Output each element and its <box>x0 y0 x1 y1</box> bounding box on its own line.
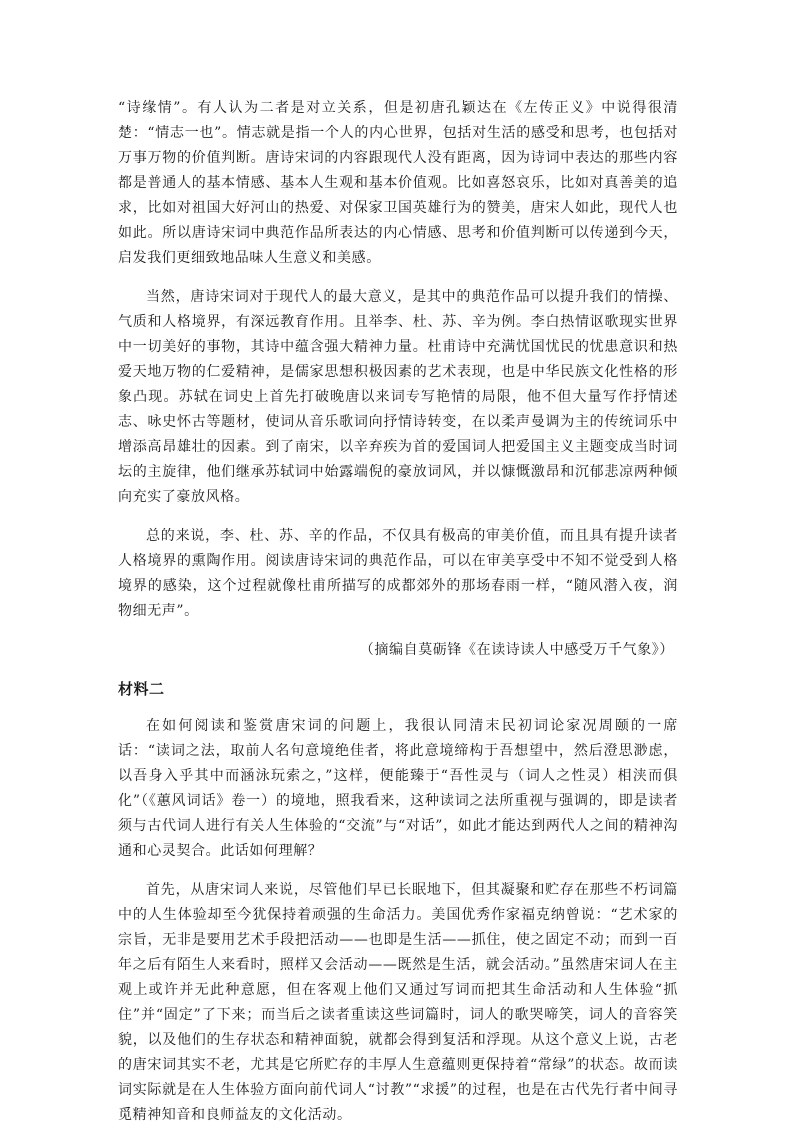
material1-paragraph-1: “诗缘情”。有人认为二者是对立关系，但是初唐孔颖达在《左传正义》中说得很清楚：“情志一也”。情志就是指一个人的内心世界，包括对生活的感受和思考，也包括对万事万物的价值判断。唐诗宋词的内容跟现代人没有距离，因为诗词中表达的那些内容都是普通人的基本情感、基本人生观和基本价值观。比如喜怒哀乐，比如对真善美的追求，比如对祖国大好河山的热爱、对保家卫国英雄行为的赞美，唐宋人如此，现代人也如此。所以唐诗宋词中典范作品所表达的内心情感、思考和价值判断可以传递到今天，启发我们更细致地品味人生意义和美感。 <box>118 100 678 266</box>
material2-paragraph-1: 在如何阅读和鉴赏唐宋词的问题上，我很认同清末民初词论家况周颐的一席话：“读词之法，取前人名句意境绝佳者，将此意境缔构于吾想望中，然后澄思渺虑，以吾身入乎其中而涵泳玩索之，”这样，便能臻于“吾性灵与（词人之性灵）相浃而俱化”（《蕙风词话》卷一）的境地，照我看来，这种读词之法所重视与强调的，即是读者须与古代词人进行有关人生体验的“交流”与“对话”，如此才能达到两代人之间的精神沟通和心灵契合。此话如何理解？ <box>118 718 678 859</box>
material1-source-citation: （摘编自莫砺锋《在读诗读人中感受万千气象》） <box>359 642 674 658</box>
material1-paragraph-3: 总的来说，李、杜、苏、辛的作品，不仅具有极高的审美价值，而且具有提升读者人格境界的熏陶作用。阅读唐诗宋词的典范作品，可以在审美享受中不知不觉受到人格境界的感染，这个过程就像杜甫所描写的成都郊外的那场春雨一样，“随风潜入夜，润物细无声”。 <box>118 528 678 619</box>
material2-paragraph-2: 首先，从唐宋词人来说，尽管他们早已长眠地下，但其凝聚和贮存在那些不朽词篇中的人生体验却至今犹保持着顽强的生命活力。美国优秀作家福克纳曾说：“艺术家的宗旨，无非是要用艺术手段把活动——也即是生活——抓住，使之固定不动；而到一百年之后有陌生人来看时，照样又会活动——既然是生活，就会活动。”虽然唐宋词人在主观上或许并无此种意愿，但在客观上他们又通过写词而把其生命活动和人生体验“抓住”并“固定”了下来；而当后之读者重读这些词篇时，词人的歌哭啼笑，词人的音容笑貌，以及他们的生存状态和精神面貌，就都会得到复活和浮现。从这个意义上说，古老的唐宋词其实不老，尤其是它所贮存的丰厚人生意蕴则更保持着“常绿”的状态。故而读词实际就是在人生体验方面向前代词人“讨教”“求援”的过程，也是在古代先行者中间寻觅精神知音和良师益友的文化活动。 <box>118 882 678 1123</box>
document-body <box>118 96 678 1128</box>
material1-paragraph-2: 当然，唐诗宋词对于现代人的最大意义，是其中的典范作品可以提升我们的情操、气质和人格境界，有深远教育作用。且举李、杜、苏、辛为例。李白热情讴歌现实世界中一切美好的事物，其诗中蕴含强大精神力量。杜甫诗中充满忧国忧民的忧患意识和热爱天地万物的仁爱精神，是儒家思想积极因素的艺术表现，也是中华民族文化性格的形象凸现。苏轼在词史上首先打破晚唐以来词专写艳情的局限，他不但大量写作抒情述志、咏史怀古等题材，使词从音乐歌词向抒情诗转变，在以柔声曼调为主的传统词乐中增添高昂雄壮的因素。到了南宋，以辛弃疾为首的爱国词人把爱国主义主题变成当时词坛的主旋律，他们继承苏轼词中始露端倪的豪放词风，并以慷慨激昂和沉郁悲凉两种倾向充实了豪放风格。 <box>118 289 678 505</box>
material2-title: 材料二 <box>118 680 165 698</box>
